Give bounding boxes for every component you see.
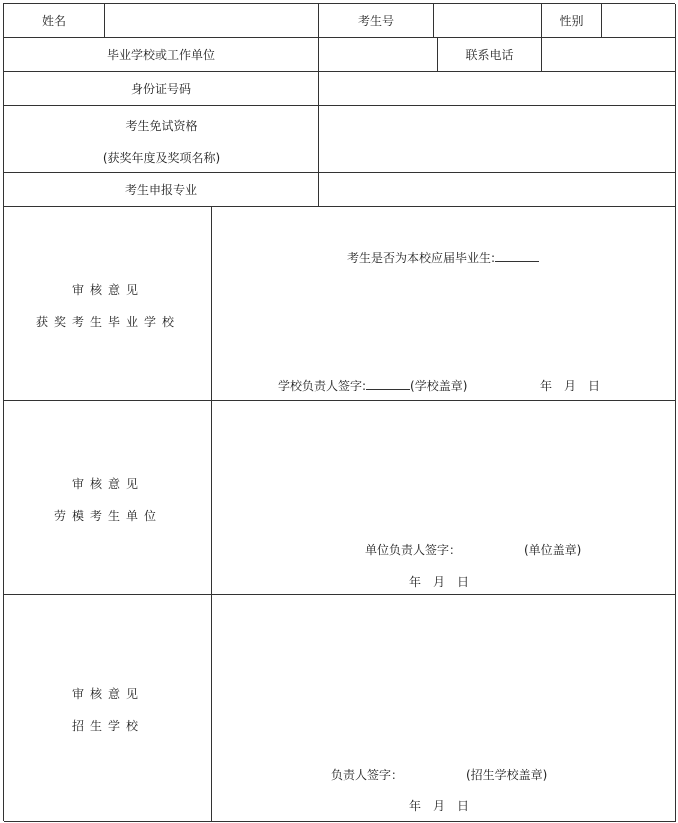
section2-subject-label: 劳模考生单位 [53,509,162,523]
section1-question: 考生是否为本校应届毕业生: [347,249,539,266]
major-value-cell[interactable] [319,173,676,207]
section2-sign-label: 单位负责人签字： [365,543,462,557]
section2-date: 年 月 日 [409,575,470,589]
section3-subject-label: 招生学校 [71,719,144,733]
section3-content-cell[interactable] [212,595,676,822]
school-label: 毕业学校或工作单位 [106,48,215,62]
section1-sign-line: 学校负责人签字: (学校盖章) [278,379,468,393]
id-label: 身份证号码 [130,82,191,96]
section1-subject-label: 获奖考生毕业学校 [35,315,180,329]
exempt-label: 考生免试资格 [125,119,198,133]
exempt-value-cell[interactable] [319,106,676,173]
name-value-cell[interactable] [105,4,319,38]
section2-label-cell [4,401,212,595]
exam-no-value-cell[interactable] [434,4,542,38]
gender-label: 性别 [559,14,584,28]
id-label-cell [4,72,319,106]
gender-label-cell [542,4,602,38]
exam-no-label-cell [319,4,434,38]
id-value-cell[interactable] [319,72,676,106]
phone-label: 联系电话 [465,48,514,62]
name-label-cell [4,4,105,38]
section3-review-label: 审核意见 [71,687,144,701]
section1-label-cell [4,207,212,401]
phone-label-cell [438,38,542,72]
major-label-cell [4,173,319,207]
section3-label-cell [4,595,212,822]
section1-content-cell[interactable] [212,207,676,401]
major-label: 考生申报专业 [124,183,197,197]
section3-seal: (招生学校盖章) [466,768,548,782]
section3-date: 年 月 日 [409,799,470,813]
section3-sign-label: 负责人签字： [331,768,404,782]
section2-content-cell[interactable] [212,401,676,595]
exam-no-label: 考生号 [357,14,394,28]
exempt-label-cell [4,106,319,173]
gender-value-cell[interactable] [602,4,676,38]
application-form-table [3,3,675,821]
section1-review-label: 审核意见 [71,283,144,297]
exempt-sublabel: (获奖年度及奖项名称) [102,151,221,165]
section1-date: 年 月 日 [540,379,601,393]
name-label: 姓名 [41,14,66,28]
section2-review-label: 审核意见 [71,477,144,491]
school-value-cell[interactable] [319,38,438,72]
section2-seal: (单位盖章) [524,543,582,557]
school-label-cell [4,38,319,72]
phone-value-cell[interactable] [542,38,676,72]
